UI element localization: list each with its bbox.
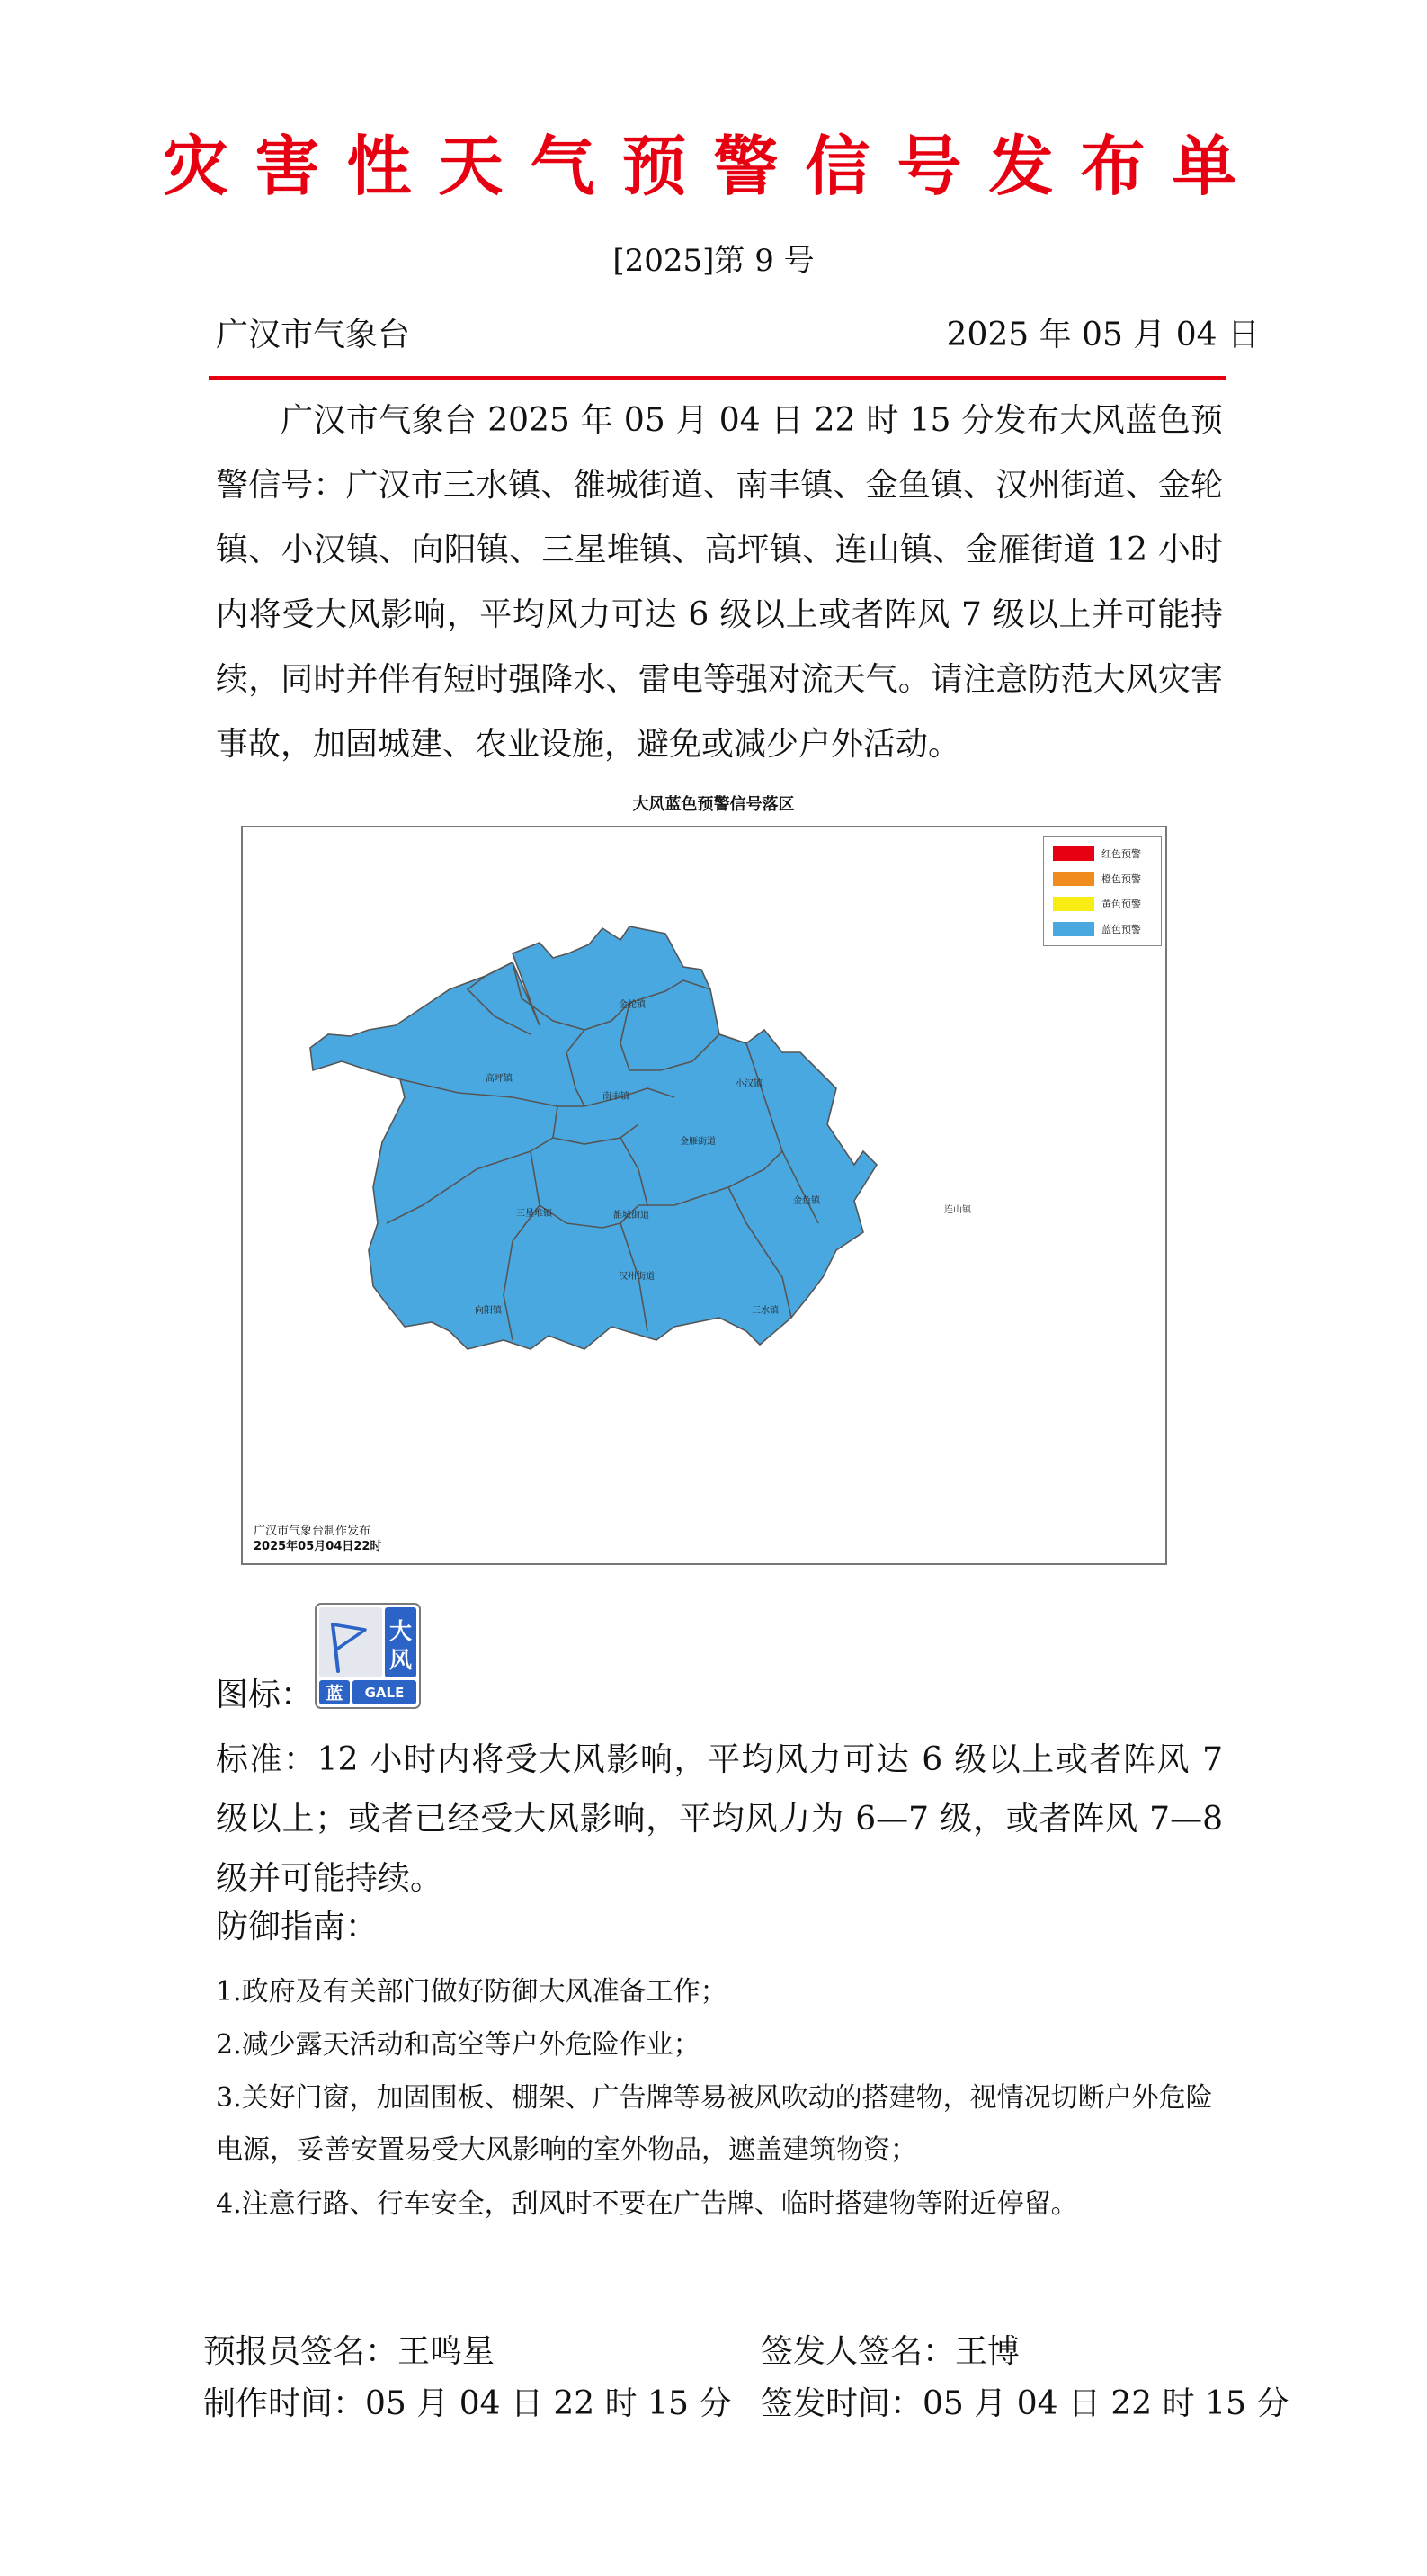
- gale-icon-char1: 大: [388, 1618, 413, 1644]
- region-label-xiangyang: 向阳镇: [475, 1306, 502, 1316]
- map-drawing: [243, 827, 1165, 1563]
- region-label-sanxingdui: 三星堆镇: [516, 1209, 552, 1219]
- region-label-hanzhou: 汉州街道: [619, 1272, 655, 1282]
- map-credit-maker: 广汉市气象台制作发布: [254, 1525, 371, 1538]
- map-legend: [1043, 836, 1162, 946]
- defense-guide-item: 1.政府及有关部门做好防御大风准备工作；: [216, 1976, 727, 2008]
- issue-date: 2025 年 05 月 04 日: [946, 317, 1260, 353]
- region-label-jinyu: 金鱼镇: [793, 1196, 820, 1206]
- page-title: 灾害性天气预警信号发布单: [163, 128, 1264, 204]
- gale-icon-level: 蓝: [326, 1684, 343, 1704]
- map-credit: [254, 1524, 381, 1554]
- defense-guide-item: 2.减少露天活动和高空等户外危险作业；: [216, 2029, 700, 2061]
- legend-swatch-blue: [1053, 922, 1094, 936]
- region-label-xiaohan: 小汉镇: [736, 1079, 763, 1089]
- map-title: 大风蓝色预警信号落区: [632, 795, 795, 814]
- issuer-name: 广汉市气象台: [216, 317, 411, 353]
- gale-blue-warning-icon: [315, 1603, 421, 1709]
- document-number: [2025]第 9 号: [612, 243, 815, 279]
- warning-standard: 标准：12 小时内将受大风影响，平均风力可达 6 级以上或者阵风 7 级以上；或者已经受大风影响，平均风力为 6—7 级，或者阵风 7—8 级并可能持续。: [216, 1741, 1223, 1897]
- legend-label: 红色预警: [1101, 848, 1141, 860]
- issue-time: 签发时间：05 月 04 日 22 时 15 分: [761, 2385, 1289, 2422]
- icon-label: 图标：: [216, 1677, 314, 1713]
- region-label-lianshan: 连山镇: [944, 1205, 971, 1215]
- warning-map: [241, 826, 1167, 1565]
- warning-paragraph: 广汉市气象台 2025 年 05 月 04 日 22 时 15 分发布大风蓝色预警信号：广汉市三水镇、雒城街道、南丰镇、金鱼镇、汉州街道、金轮镇、小汉镇、向阳镇、三星堆镇、高坪镇、连山镇、金雁街道 12 小时内将受大风影响，平均风力可达 6 级以上或者阵风 7 级以上并可能持续，同时并伴有短时强降水、雷电等强对流天气。请注意防范大风灾害事故，加固城建、农业设施，避免或减少户外活动。: [216, 402, 1223, 763]
- made-time: 制作时间：05 月 04 日 22 时 15 分: [203, 2385, 732, 2422]
- issuer-signature: 签发人签名：王博: [761, 2333, 1021, 2370]
- legend-label: 黄色预警: [1101, 899, 1141, 910]
- region-label-gaoping: 高坪镇: [486, 1074, 513, 1084]
- legend-item-blue: [1053, 922, 1141, 936]
- gale-icon-char2: 风: [388, 1647, 413, 1673]
- region-label-sanshui: 三水镇: [752, 1306, 779, 1316]
- region-label-luocheng: 雒城街道: [613, 1211, 649, 1221]
- region-label-jinyan: 金雁街道: [680, 1137, 716, 1147]
- legend-label: 蓝色预警: [1101, 924, 1141, 935]
- map-credit-time: 2025年05月04日22时: [254, 1540, 382, 1553]
- legend-swatch-orange: [1053, 872, 1094, 886]
- defense-guide-item: 4.注意行路、行车安全，刮风时不要在广告牌、临时搭建物等附近停留。: [216, 2188, 1078, 2220]
- defense-guide-item: 3.关好门窗，加固围板、棚架、广告牌等易被风吹动的搭建物，视情况切断户外危险电源，妥善安置易受大风影响的室外物品，遮盖建筑物资；: [216, 2082, 1213, 2166]
- forecaster-signature: 预报员签名：王鸣星: [203, 2333, 495, 2370]
- region-label-nanfeng: 南丰镇: [602, 1092, 629, 1102]
- region-label-jinlun: 金轮镇: [619, 1000, 646, 1010]
- legend-swatch-yellow: [1053, 897, 1094, 911]
- gale-icon-english: GALE: [364, 1685, 405, 1701]
- map-region-outline: [310, 926, 877, 1349]
- legend-swatch-red: [1053, 846, 1094, 861]
- legend-item-red: [1053, 846, 1141, 861]
- legend-item-yellow: [1053, 897, 1141, 911]
- defense-guide-heading: 防御指南：: [216, 1909, 379, 1945]
- gale-icon-drawing: [315, 1603, 421, 1709]
- header-divider: [209, 376, 1226, 380]
- legend-item-orange: [1053, 872, 1141, 886]
- legend-label: 橙色预警: [1101, 873, 1141, 885]
